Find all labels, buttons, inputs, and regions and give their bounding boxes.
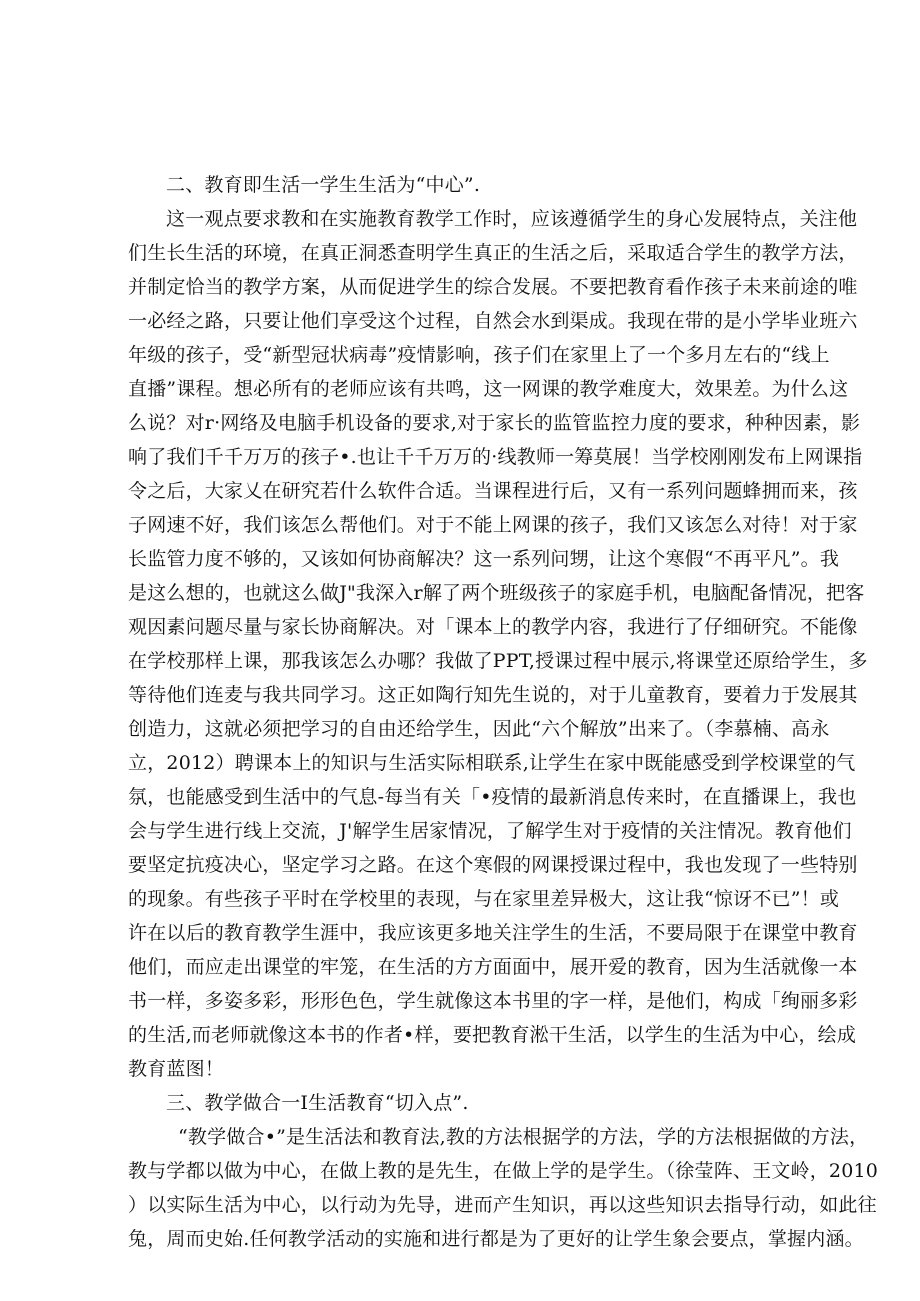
section-2-line: 响了我们千千万万的孩子•.也让千千万万的·线教师一筹莫展！当学校刚刚发布上网课指 bbox=[128, 446, 863, 468]
section-2-line: 要坚定抗疫决心，坚定学习之路。在这个寒假的网课授课过程中，我也发现了一些特别 bbox=[128, 854, 858, 876]
section-3-line: 兔，周而史始.任何教学活动的实施和进行都是为了更好的让学生象会要点，掌握内涵。 bbox=[128, 1228, 864, 1250]
section-3-line: ）以实际生活为中心，以行动为先导，进而产生知识，再以这些知识去指导行动，如此往 bbox=[128, 1194, 877, 1216]
section-2-line: 立，2012）聘课本上的知识与生活实际相联系,让学生在家中既能感受到学校课堂的气 bbox=[128, 752, 856, 774]
section-2-line: 的现象。有些孩子平时在学校里的表现，与在家里差异极大，这让我“惊讶不已”！或 bbox=[128, 888, 840, 910]
section-2-line: 等待他们连麦与我共同学习。这正如陶行知先生说的，对于儿童教育，要着力于发展其 bbox=[128, 684, 858, 706]
section-2-line: 许在以后的教育教学生涯中，我应该更多地关注学生的生活，不要局限于在课堂中教育 bbox=[128, 922, 858, 944]
section-2-line: 创造力，这就必须把学习的自由还给学生，因此“六个解放”出来了。（李慕楠、高永 bbox=[128, 718, 830, 740]
section-3-line: 教与学都以做为中心，在做上教的是先生，在做上学的是学生。（徐莹阵、王文岭，2010 bbox=[128, 1160, 879, 1182]
section-2-line: 他们，而应走出课堂的牢笼，在生活的方方面面中，展开爱的教育，因为生活就像一本 bbox=[128, 956, 858, 978]
section-2-line: 的生活,而老师就像这本书的作者•样，要把教育淞干生活，以学生的生活为中心，绘成 bbox=[128, 1024, 857, 1046]
section-2-line: 一必经之路，只要让他们享受这个过程，自然会水到渠成。我现在带的是小学毕业班六 bbox=[128, 310, 858, 332]
section-2-line: 么说？对r·网络及电脑手机设备的要求,对于家长的监管监控力度的要求，种种因素，影 bbox=[128, 412, 861, 434]
section-3-line: “教学做合•”是生活法和教育法,教的方法根据学的方法，学的方法根据做的方法， bbox=[178, 1126, 869, 1148]
section-2-line: 会与学生进行线上交流，J'解学生居家情况，了解学生对于疫情的关注情况。教育他们 bbox=[128, 820, 852, 842]
section-2-line: 这一观点要求教和在实施教育教学工作时，应该遵循学生的身心发展特点，关注他 bbox=[166, 208, 858, 230]
section-2-line: 直播”课程。想必所有的老师应该有共鸣，这一网课的教学难度大，效果差。为什么这 bbox=[128, 378, 849, 400]
section-2-line: 书一样，多姿多彩，形形色色，学生就像这本书里的字一样，是他们，构成「绚丽多彩 bbox=[128, 990, 858, 1012]
section-2-line: 并制定恰当的教学方案，从而促进学生的综合发展。不要把教育看作孩子未来前途的唯 bbox=[128, 276, 858, 298]
section-2-line: 子网速不好，我们该怎么帮他们。对于不能上网课的孩子，我们又该怎么对待！对于家 bbox=[128, 514, 858, 536]
section-2-line: 氛，也能感受到生活中的气息-每当有关「•疫情的最新消息传来时，在直播课上，我也 bbox=[128, 786, 857, 808]
section-2-line: 是这么想的，也就这么做J"我深入r解了两个班级孩子的家庭手机，电脑配备情况，把客 bbox=[128, 582, 865, 604]
section-2-line: 令之后，大家乂在研究若什么软件合适。当课程进行后，又有一系列问题蜂拥而来，孩 bbox=[128, 480, 858, 502]
section-2-heading: 二、教育即生活一学生生活为“中心”. bbox=[166, 174, 481, 196]
section-2-line: 在学校那样上课，那我该怎么办哪？我做了PPT,授课过程中展示,将课堂还原给学生，多 bbox=[128, 650, 868, 672]
section-2-line: 长监管力度不够的，又该如何协商解决？这一系列问甥，让这个寒假“不再平凡”。我 bbox=[128, 548, 840, 570]
section-2-line: 观因素问题尽量与家长协商解决。对「课本上的教学内容，我进行了仔细研究。不能像 bbox=[128, 616, 858, 638]
section-2-line: 教育蓝图！ bbox=[128, 1058, 225, 1080]
section-2-line: 们生长生活的环境，在真正洞悉查明学生真正的生活之后，采取适合学生的教学方法， bbox=[128, 242, 858, 264]
section-2-line: 年级的孩子，受“新型冠状病毒”疫情影响，孩子们在家里上了一个多月左右的“线上 bbox=[128, 344, 830, 366]
section-3-heading: 三、教学做合一I生活教育“切入点”. bbox=[166, 1092, 469, 1114]
document-body bbox=[128, 168, 879, 1256]
